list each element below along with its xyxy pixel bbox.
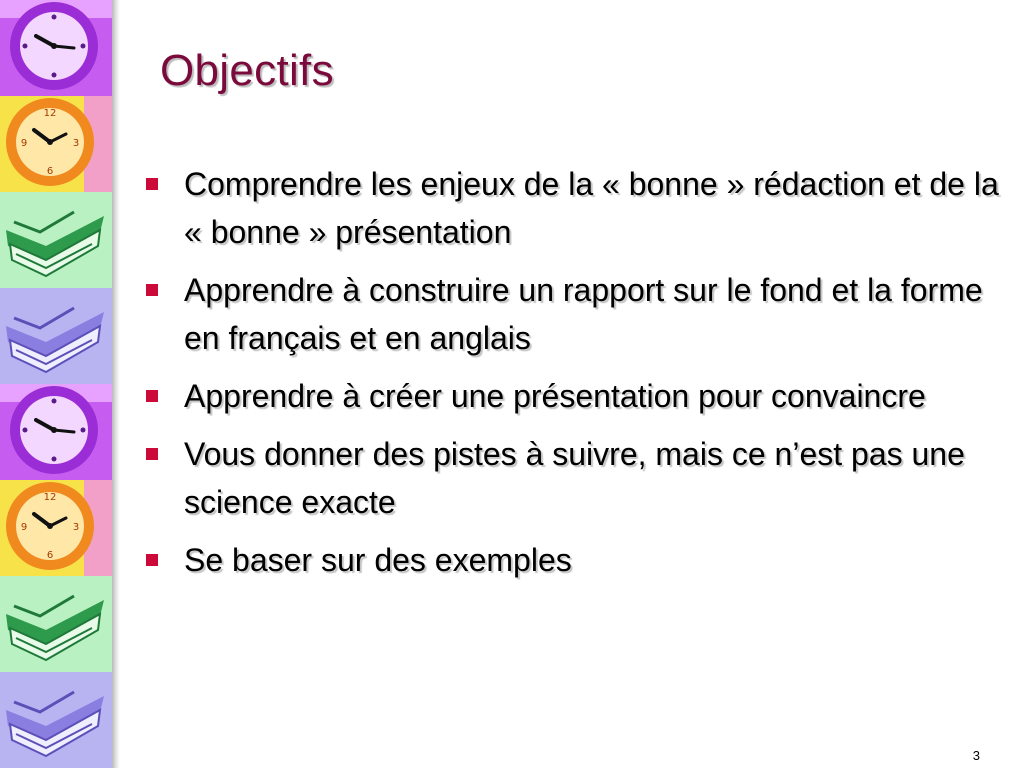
svg-text:6: 6 (46, 166, 54, 177)
lavender-books-icon (0, 672, 112, 768)
bullet-square-icon (146, 554, 158, 566)
bullet-square-icon (146, 448, 158, 460)
bullet-item (146, 266, 1006, 362)
lavender-books-icon (0, 288, 112, 384)
purple-clock-icon (0, 0, 112, 96)
svg-text:9: 9 (20, 522, 28, 533)
svg-text:12: 12 (43, 492, 57, 503)
green-books-icon (0, 192, 112, 288)
svg-text:3: 3 (72, 522, 80, 533)
bullet-text: Apprendre à construire un rapport sur le fond et la forme en français et en anglais (184, 272, 983, 356)
slide-title: Objectifs (160, 46, 334, 95)
bullet-item (146, 430, 1006, 526)
sidebar-shadow-divider (112, 0, 120, 768)
bullet-text: Se baser sur des exemples (184, 542, 572, 578)
svg-text:3: 3 (72, 138, 80, 149)
bullet-item (146, 536, 1006, 584)
bullet-list (146, 160, 1006, 594)
bullet-item (146, 372, 1006, 420)
green-books-icon (0, 576, 112, 672)
bullet-item (146, 160, 1006, 256)
orange-clock-icon (0, 480, 112, 576)
svg-text:9: 9 (20, 138, 28, 149)
orange-clock-icon (0, 96, 112, 192)
svg-text:12: 12 (43, 108, 57, 119)
bullet-square-icon (146, 284, 158, 296)
svg-text:6: 6 (46, 550, 54, 561)
bullet-square-icon (146, 390, 158, 402)
bullet-text: Vous donner des pistes à suivre, mais ce n’est pas une science exacte (184, 436, 965, 520)
bullet-square-icon (146, 178, 158, 190)
bullet-text: Comprendre les enjeux de la « bonne » rédaction et de la « bonne » présentation (184, 166, 999, 250)
slide-page-number: 3 (972, 748, 980, 763)
decorative-sidebar (0, 0, 112, 768)
bullet-text: Apprendre à créer une présentation pour convaincre (184, 378, 926, 414)
purple-clock-icon (0, 384, 112, 480)
